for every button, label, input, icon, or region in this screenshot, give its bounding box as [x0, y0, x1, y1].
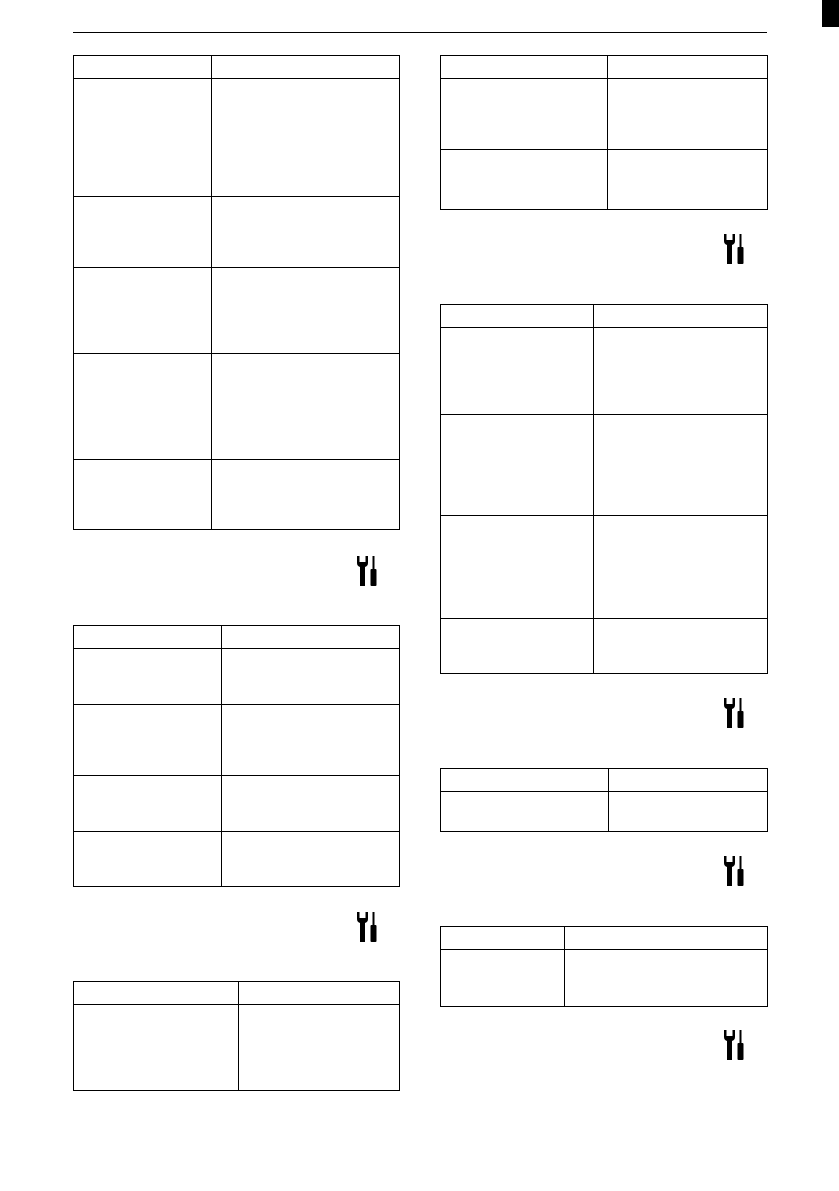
- wrench-screwdriver-icon: [722, 696, 746, 730]
- table-row: [74, 267, 399, 268]
- table-row: [74, 353, 399, 354]
- table-left-2: [73, 625, 400, 887]
- wrench-screwdriver-icon: [722, 854, 746, 888]
- table-row: [74, 648, 399, 649]
- table-left-1: [73, 55, 400, 530]
- table-right-2: [440, 304, 768, 674]
- table-row: [441, 327, 767, 328]
- header-rule: [73, 32, 767, 33]
- table-row: [74, 459, 399, 460]
- table-row: [74, 1004, 399, 1005]
- table-row: [74, 196, 399, 197]
- table-row: [441, 414, 767, 415]
- table-right-3: [440, 768, 768, 832]
- wrench-screwdriver-icon: [722, 232, 746, 266]
- table-row: [74, 775, 399, 776]
- wrench-screwdriver-icon: [722, 1028, 746, 1062]
- page-edge-tab: [822, 0, 839, 27]
- wrench-screwdriver-icon: [355, 554, 379, 588]
- table-left-3: [73, 981, 400, 1091]
- wrench-screwdriver-icon: [355, 910, 379, 944]
- table-right-4: [440, 926, 768, 1007]
- table-right-1: [440, 55, 768, 210]
- table-row: [74, 831, 399, 832]
- table-row: [74, 704, 399, 705]
- table-row: [441, 149, 767, 150]
- table-row: [441, 949, 767, 950]
- table-row: [74, 78, 399, 79]
- table-row: [441, 515, 767, 516]
- table-row: [441, 78, 767, 79]
- table-row: [441, 791, 767, 792]
- table-row: [441, 618, 767, 619]
